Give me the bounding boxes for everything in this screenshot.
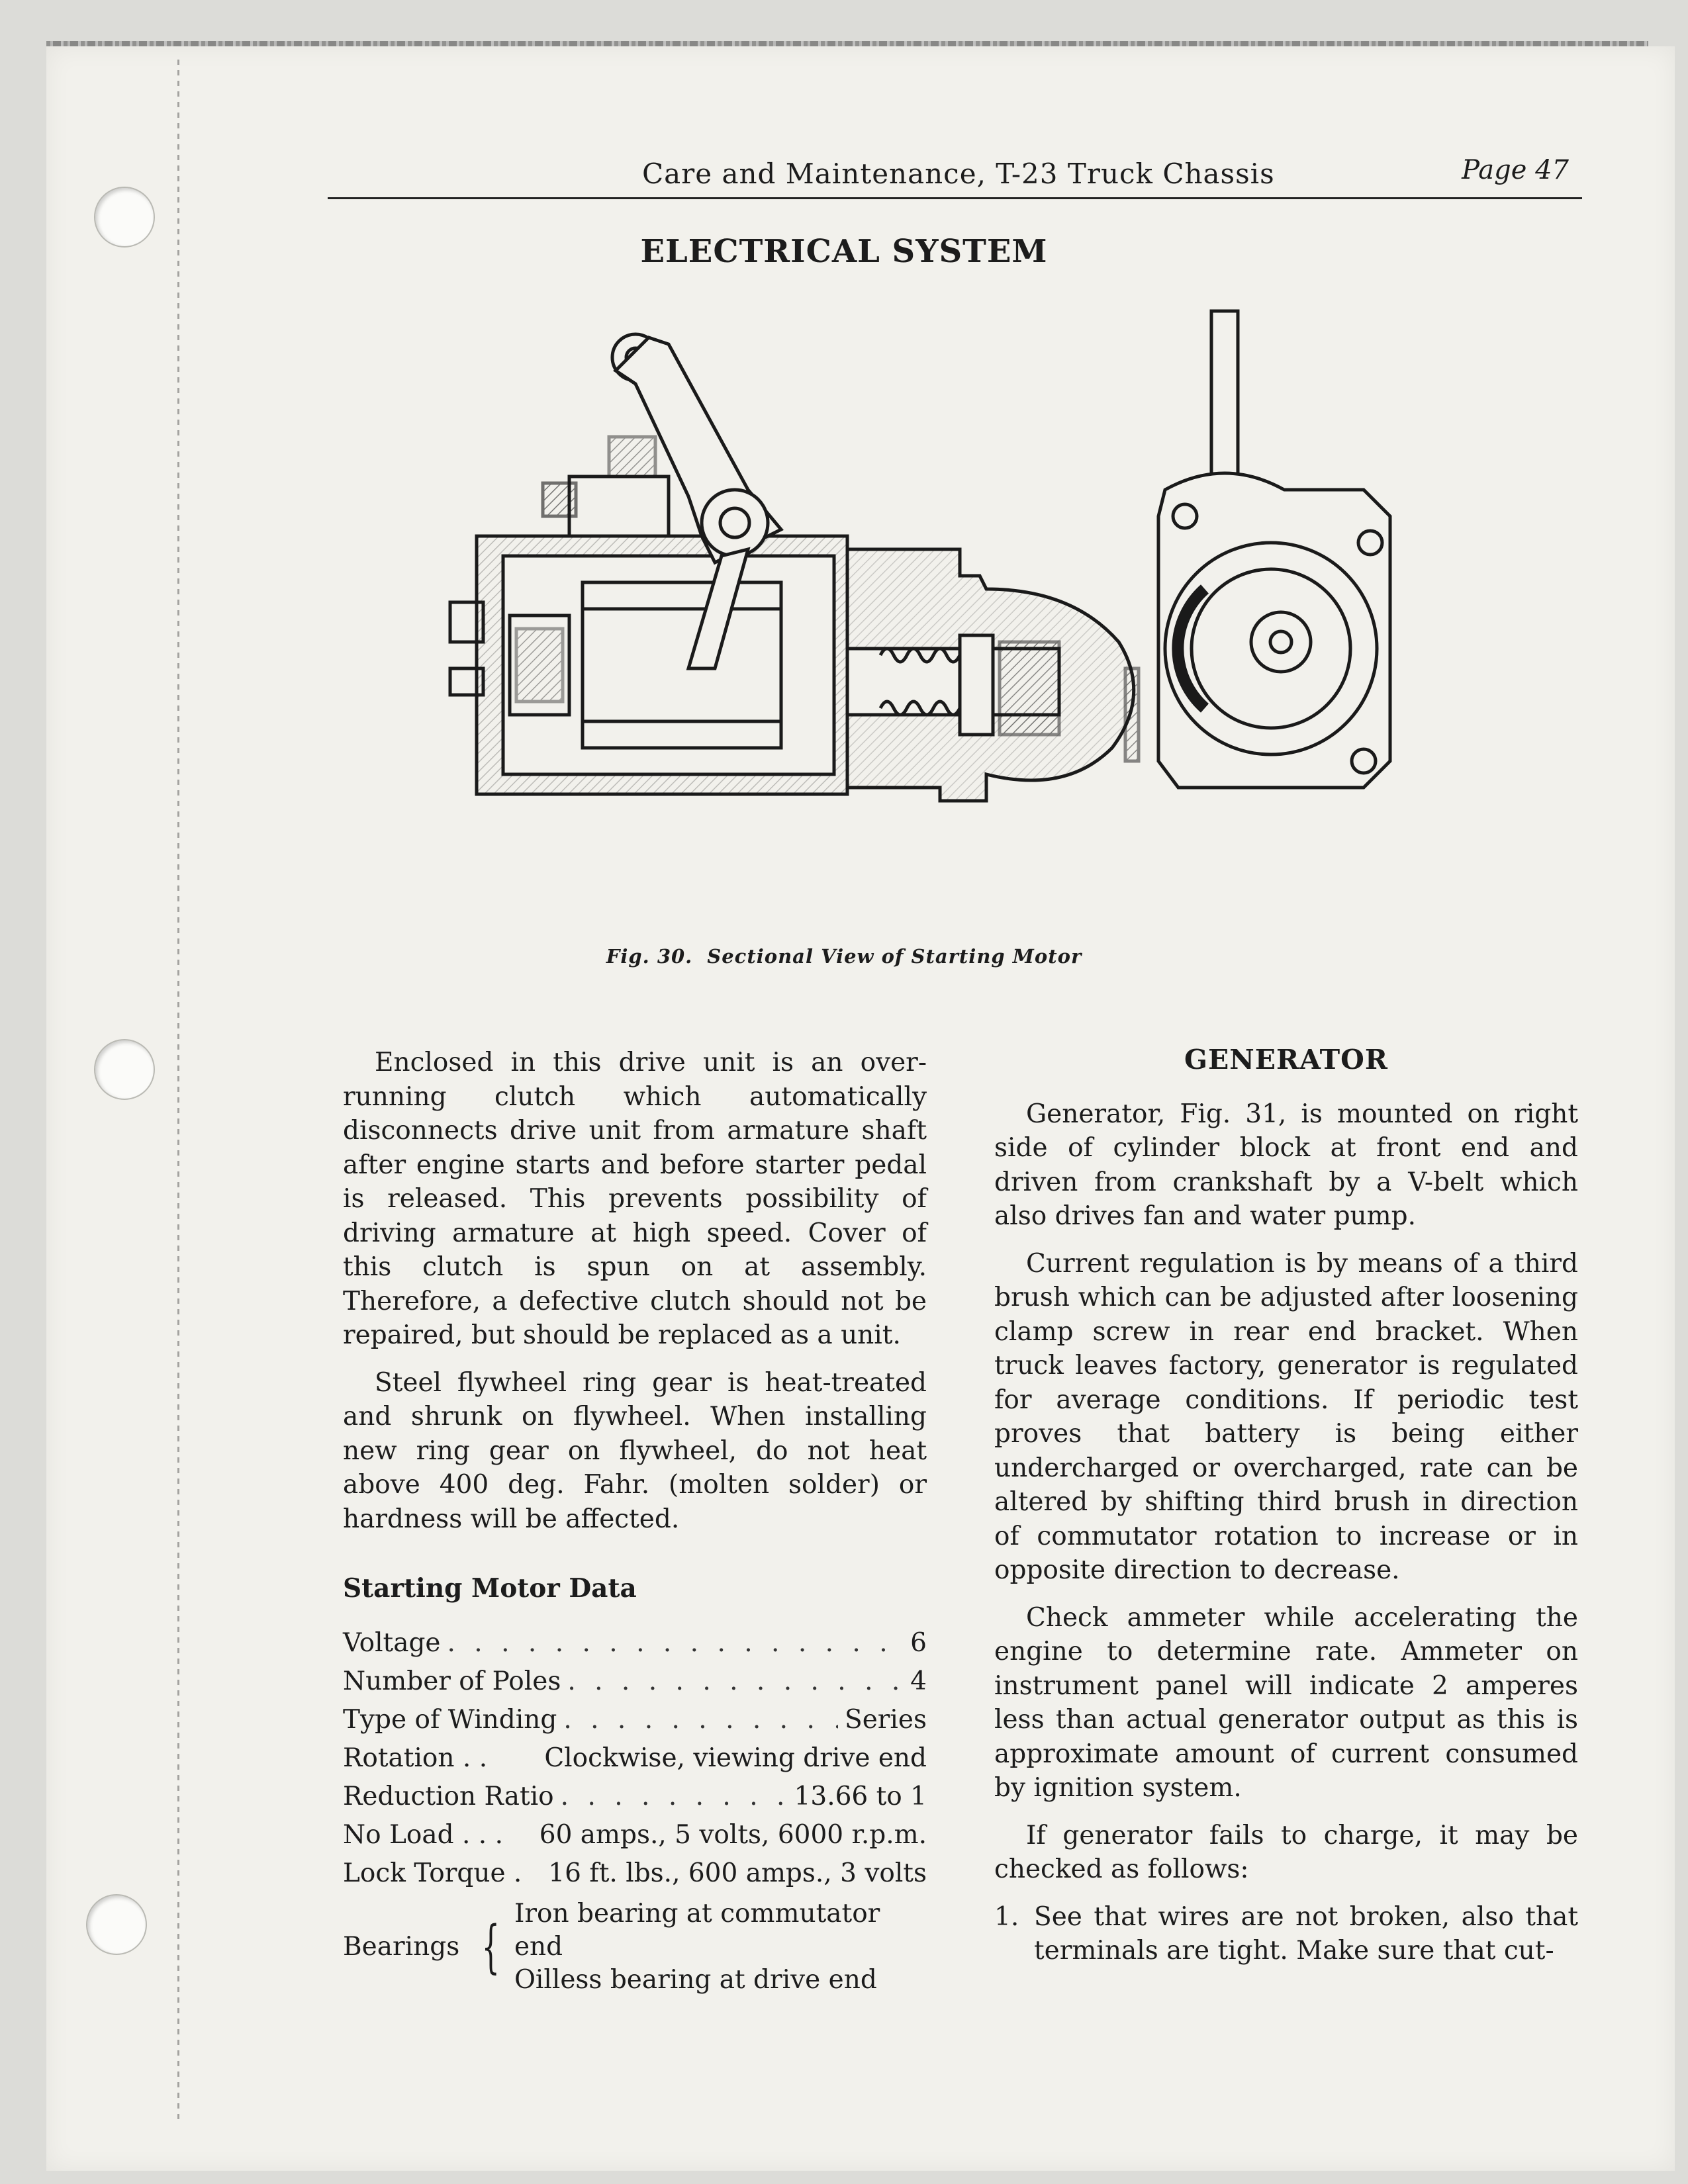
list-number: 1.: [994, 1901, 1019, 1932]
left-margin-rule: [177, 60, 179, 2124]
figure-caption: [0, 945, 1688, 968]
list-item: [994, 1900, 1578, 1968]
data-row: [343, 1741, 927, 1780]
top-edge-rule: [46, 41, 1648, 46]
data-label: Number of Poles: [343, 1666, 561, 1696]
bearings-row: [343, 1897, 927, 1997]
paragraph: Steel flywheel ring gear is heat-treated and shrunk on flywheel. When installing new ring gear on flywheel, do not heat above 400 deg. Fahr. (molten solder) or hardness will be affected.: [343, 1367, 927, 1534]
data-label: Voltage: [343, 1627, 441, 1658]
paragraph: Generator, Fig. 31, is mounted on right side of cylinder block at front end and driven from crankshaft by a V-belt which also drives fan and water pump.: [994, 1099, 1578, 1231]
page-header: [328, 155, 1582, 199]
starting-motor-data-title: Starting Motor Data: [343, 1573, 637, 1604]
bearings-line: Oilless bearing at drive end: [514, 1964, 877, 1995]
data-label: Reduction Ratio: [343, 1781, 554, 1811]
starting-motor-data-table: [343, 1626, 927, 1997]
header-title: Care and Maintenance, T-23 Truck Chassis: [642, 158, 1275, 190]
paragraph: Enclosed in this drive unit is an over-running clutch which automatically disconnects drive unit from armature shaft after engine starts and before starter pedal is released. This prevents possibility of driving armature at high speed. Cover of this clutch is spun on at assembly. Therefore, a defective clutch should not be repaired, but should be replaced as a unit.: [343, 1048, 927, 1350]
dot-leader: [563, 1703, 838, 1737]
punch-hole-bottom: [86, 1894, 147, 1955]
bearings-line: Iron bearing at commutator end: [514, 1898, 880, 1962]
bearings-label: Bearings: [343, 1931, 460, 1962]
dot-leader: [561, 1780, 788, 1814]
data-row: [343, 1664, 927, 1703]
data-value: 16 ft. lbs., 600 amps., 3 volts: [548, 1858, 927, 1888]
left-column: [343, 1046, 927, 1997]
generator-title: GENERATOR: [1184, 1044, 1388, 1075]
data-value: 60 amps., 5 volts, 6000 r.p.m.: [539, 1819, 927, 1850]
data-value: 13.66 to 1: [794, 1781, 927, 1811]
data-label: Lock Torque .: [343, 1858, 522, 1888]
data-value: 6: [910, 1627, 927, 1658]
data-value: Series: [844, 1704, 927, 1735]
bearings-values: [514, 1897, 927, 1997]
data-row: [343, 1780, 927, 1818]
figure-caption-text: Sectional View of Starting Motor: [707, 945, 1082, 968]
figure-caption-label: Fig. 30.: [606, 945, 693, 968]
paragraph: If generator fails to charge, it may be checked as follows:: [994, 1820, 1578, 1884]
paragraph: Current regulation is by means of a third brush which can be adjusted after loosening clamp screw in rear end bracket. When truck leaves factory, generator is regulated for average conditions. If periodic test proves that battery is being either undercharged or overcharged, rate can be altered by shifting third brush in direction of commutator rotation to increase or in opposite direction to decrease.: [994, 1248, 1578, 1585]
data-row: [343, 1818, 927, 1856]
page-number: Page 47: [1462, 155, 1569, 185]
data-value: Clockwise, viewing drive end: [544, 1743, 927, 1773]
data-label: Type of Winding: [343, 1704, 557, 1735]
brace-glyph: {: [481, 1913, 500, 1980]
data-row: [343, 1856, 927, 1895]
section-title: ELECTRICAL SYSTEM: [640, 233, 1048, 270]
list-text: See that wires are not broken, also that terminals are tight. Make sure that cut-: [1034, 1901, 1578, 1966]
right-column: [994, 1043, 1578, 1968]
data-label: Rotation . .: [343, 1743, 488, 1773]
dot-leader: [567, 1664, 904, 1699]
punch-hole-middle: [94, 1039, 155, 1100]
data-value: 4: [910, 1666, 927, 1696]
data-label: No Load . . .: [343, 1819, 503, 1850]
paragraph: Check ammeter while accelerating the engine to determine rate. Ammeter on instrument panel will indicate 2 amperes less than actual generator output as this is approximate amount of current consumed by ignition system.: [994, 1602, 1578, 1803]
dot-leader: [447, 1626, 904, 1661]
data-row: [343, 1703, 927, 1741]
data-row: [343, 1626, 927, 1664]
starting-motor-illustration: [437, 298, 1489, 847]
